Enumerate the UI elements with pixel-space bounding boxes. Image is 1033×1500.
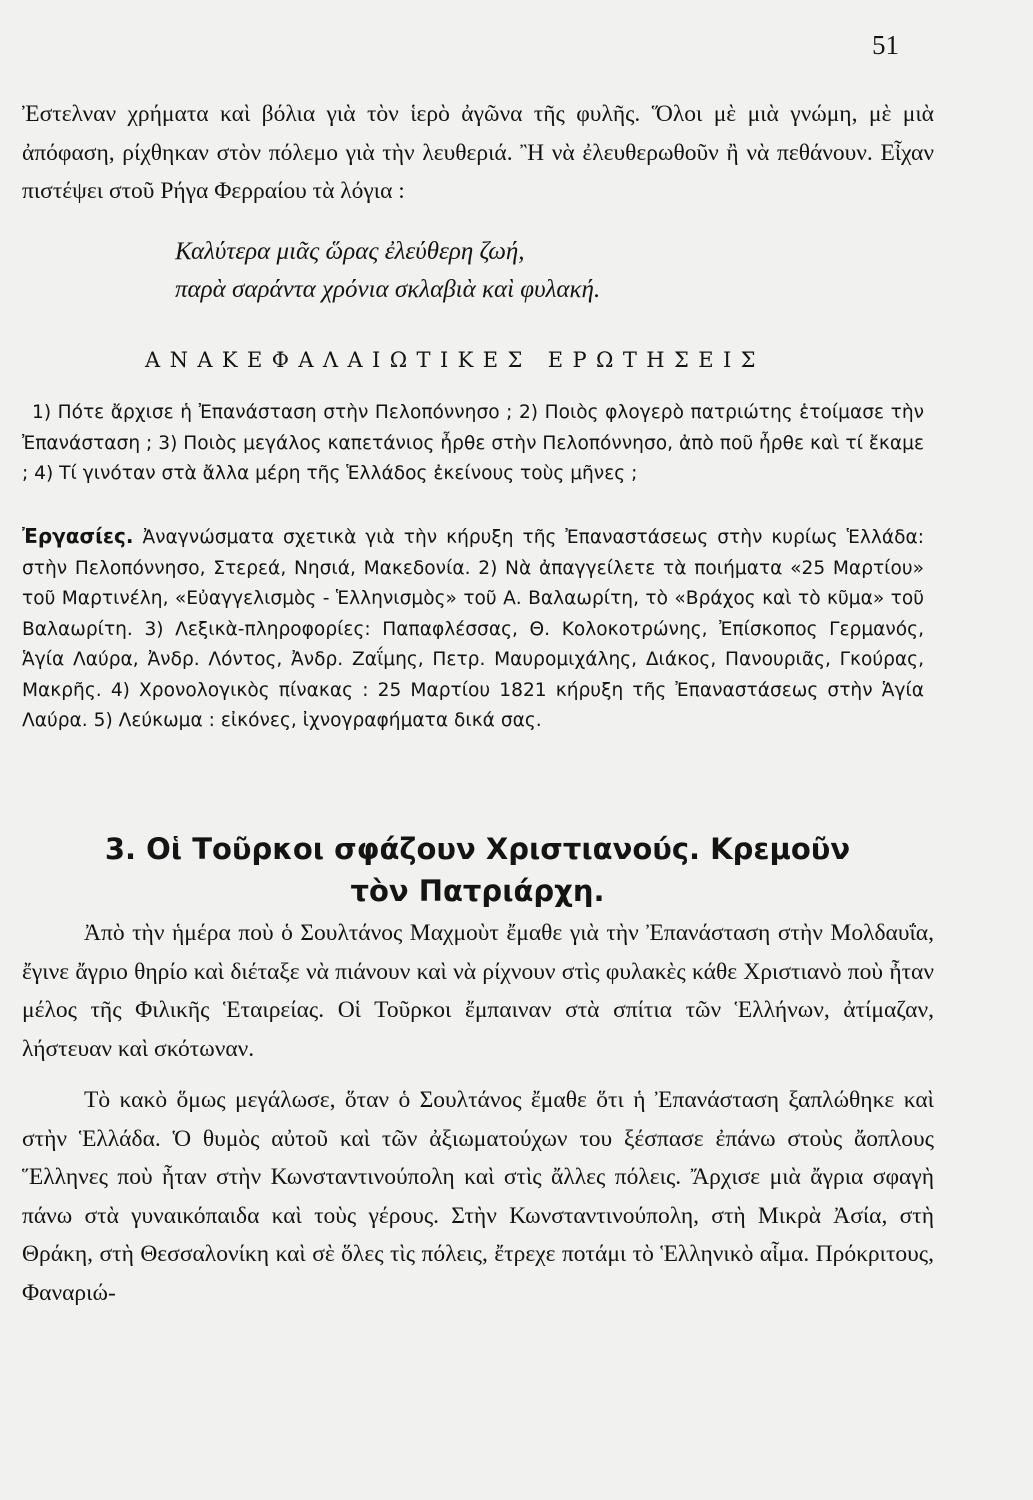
- recap-questions-heading: ΑΝΑΚΕΦΑΛΑΙΩΤΙΚΕΣ ΕΡΩΤΗΣΕΙΣ: [145, 348, 765, 372]
- chapter-title-line-2: τὸν Πατριάρχη.: [350, 874, 605, 908]
- recap-questions: 1) Πότε ἄρχισε ἡ Ἐπανάσταση στὴν Πελοπόννησο ; 2) Ποιὸς φλογερὸ πατριώτης ἑτοίμασε τὴν Ἐπανάσταση ; 3) Ποιὸς μεγάλος καπετάνιος ἦρθε στὴν Πελοπόννησο, ἀπὸ ποῦ ἦρθε καὶ τί ἔκαμε ; 4) Τί γινόταν στὰ ἄλλα μέρη τῆς Ἑλλάδος ἐκείνους τοὺς μῆνες ;: [22, 402, 924, 484]
- chapter-title: [90, 828, 865, 912]
- main-paragraph-2: Τὸ κακὸ ὅμως μεγάλωσε, ὅταν ὁ Σουλτάνος ἔμαθε ὅτι ἡ Ἐπανάσταση ξαπλώθηκε καὶ στὴν Ἑλλάδα. Ὁ θυμὸς αὐτοῦ καὶ τῶν ἀξιωματούχων του ξέσπασε ἐπάνω στοὺς ἄοπλους Ἕλληνες ποὺ ἦταν στὴν Κωνσταντινούπολη καὶ στὶς ἄλλες πόλεις. Ἄρχισε μιὰ ἄγρια σφαγὴ πάνω στὰ γυναικόπαιδα καὶ τοὺς γέρους. Στὴν Κωνσταντινούπολη, στὴ Μικρὰ Ἀσία, στὴ Θράκη, στὴ Θεσσαλονίκη καὶ σὲ ὅλες τὶς πόλεις, ἔτρεχε ποτάμι τὸ Ἑλληνικὸ αἷμα. Πρόκριτους, Φαναριώ-: [22, 1087, 934, 1306]
- poem-line-2: παρὰ σαράντα χρόνια σκλαβιὰ καὶ φυλακή.: [175, 276, 601, 303]
- page-number: 51: [872, 30, 899, 60]
- tasks-label: Ἐργασίες.: [22, 524, 134, 548]
- tasks-text: Ἀναγνώσματα σχετικὰ γιὰ τὴν κήρυξη τῆς Ἐπαναστάσεως στὴν κυρίως Ἑλλάδα: στὴν Πελοπόννησο, Στερεά, Νησιά, Μακεδονία. 2) Νὰ ἀπαγγείλετε τὰ ποιήματα «25 Μαρτίου» τοῦ Μαρτινέλη, «Εὐαγγελισμὸς - Ἑλληνισμὸς» τοῦ Α. Βαλαωρίτη, τὸ «Βράχος καὶ τὸ κῦμα» τοῦ Βαλαωρίτη. 3) Λεξικὰ-πληροφορίες: Παπαφλέσσας, Θ. Κολοκοτρώνης, Ἐπίσκοπος Γερμανός, Ἁγία Λαύρα, Ἀνδρ. Λόντος, Ἀνδρ. Ζαΐμης, Πετρ. Μαυρομιχάλης, Διάκος, Πανουριᾶς, Γκούρας, Μακρῆς. 4) Χρονολογικὸς πίνακας : 25 Μαρτίου 1821 κήρυξη τῆς Ἐπαναστάσεως στὴν Ἁγία Λαύρα. 5) Λεύκωμα : εἰκόνες, ἰχνογραφήματα δικά σας.: [22, 527, 924, 731]
- poem-line-1: Καλύτερα μιᾶς ὥρας ἐλεύθερη ζωή,: [175, 238, 525, 265]
- tasks-paragraph: [22, 521, 924, 737]
- chapter-title-line-1: 3. Οἱ Τοῦρκοι σφάζουν Χριστιανούς. Κρεμοῦν: [104, 832, 851, 866]
- main-paragraph-1: Ἀπὸ τὴν ἡμέρα ποὺ ὁ Σουλτάνος Μαχμοὺτ ἔμαθε γιὰ τὴν Ἐπανάσταση στὴν Μολδαυΐα, ἔγινε ἄγριο θηρίο καὶ διέταξε νὰ πιάνουν καὶ νὰ ρίχνουν στὶς φυλακὲς κάθε Χριστιανὸ ποὺ ἦταν μέλος τῆς Φιλικῆς Ἑταιρείας. Οἱ Τοῦρκοι ἔμπαιναν στὰ σπίτια τῶν Ἑλλήνων, ἀτίμαζαν, λήστευαν καὶ σκότωναν.: [22, 920, 934, 1062]
- intro-paragraph: Ἐστελναν χρήματα καὶ βόλια γιὰ τὸν ἱερὸ ἀγῶνα τῆς φυλῆς. Ὅλοι μὲ μιὰ γνώμη, μὲ μιὰ ἀπόφαση, ρίχθηκαν στὸν πόλεμο γιὰ τὴν λευθεριά. Ἢ νὰ ἐλευθερωθοῦν ἢ νὰ πεθάνουν. Εἶχαν πιστέψει στοῦ Ρήγα Φερραίου τὰ λόγια :: [22, 101, 934, 204]
- poem-quote: [175, 233, 600, 309]
